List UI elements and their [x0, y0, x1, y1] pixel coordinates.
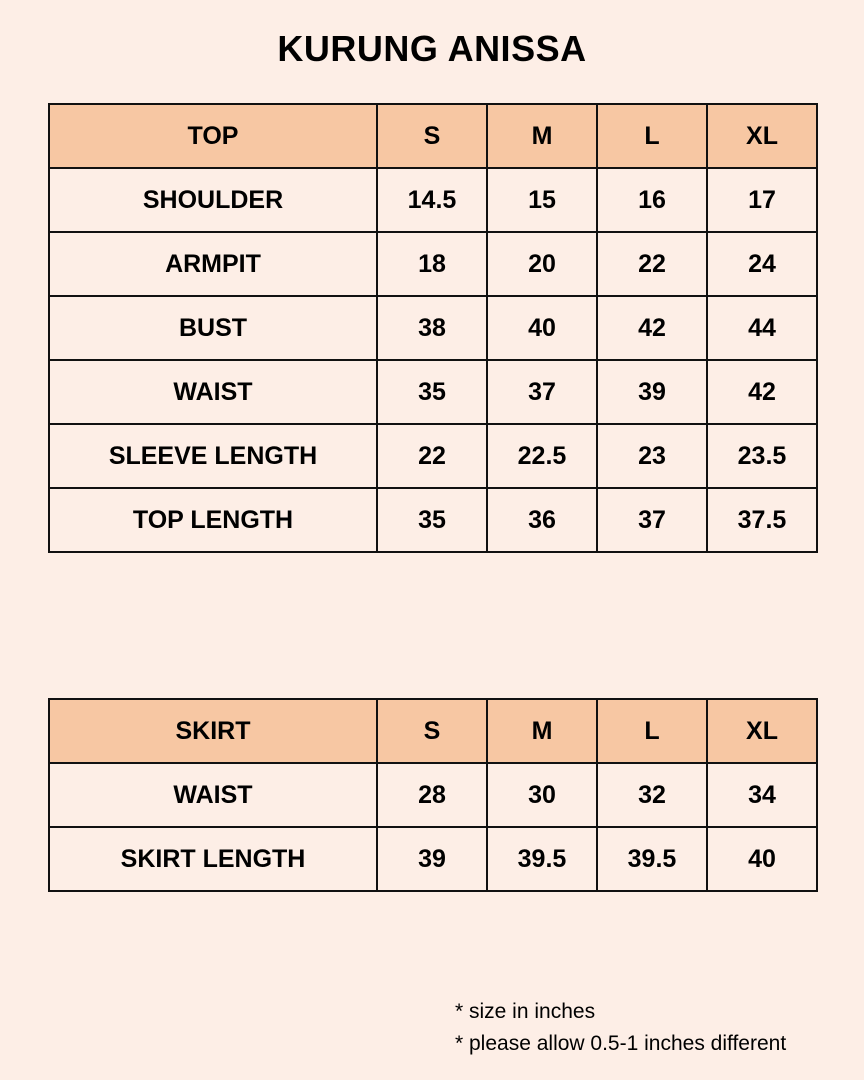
table-row — [49, 232, 817, 296]
cell-value: 37 — [487, 360, 597, 424]
cell-value: 37.5 — [707, 488, 817, 552]
cell-value: 40 — [487, 296, 597, 360]
cell-value: 39 — [377, 827, 487, 891]
cell-value: 39.5 — [597, 827, 707, 891]
cell-value: 22 — [377, 424, 487, 488]
table-row — [49, 827, 817, 891]
cell-value: 20 — [487, 232, 597, 296]
cell-value: 39 — [597, 360, 707, 424]
cell-value: 22.5 — [487, 424, 597, 488]
cell-value: 44 — [707, 296, 817, 360]
table-row — [49, 424, 817, 488]
table-row — [49, 168, 817, 232]
table-row — [49, 296, 817, 360]
column-header-measurement: TOP — [49, 104, 377, 168]
cell-value: 39.5 — [487, 827, 597, 891]
cell-value: 28 — [377, 763, 487, 827]
cell-value: 14.5 — [377, 168, 487, 232]
cell-value: 23 — [597, 424, 707, 488]
column-header-l: L — [597, 699, 707, 763]
row-label: SLEEVE LENGTH — [49, 424, 377, 488]
cell-value: 18 — [377, 232, 487, 296]
note-tolerance: * please allow 0.5-1 inches different — [455, 1032, 787, 1055]
column-header-s: S — [377, 104, 487, 168]
cell-value: 37 — [597, 488, 707, 552]
cell-value: 42 — [597, 296, 707, 360]
table-header-row — [49, 104, 817, 168]
cell-value: 30 — [487, 763, 597, 827]
row-label: WAIST — [49, 763, 377, 827]
table-header-row — [49, 699, 817, 763]
cell-value: 38 — [377, 296, 487, 360]
row-label: SKIRT LENGTH — [49, 827, 377, 891]
cell-value: 42 — [707, 360, 817, 424]
cell-value: 17 — [707, 168, 817, 232]
cell-value: 36 — [487, 488, 597, 552]
note-size-units: * size in inches — [455, 1000, 596, 1023]
cell-value: 22 — [597, 232, 707, 296]
row-label: WAIST — [49, 360, 377, 424]
column-header-xl: XL — [707, 104, 817, 168]
cell-value: 23.5 — [707, 424, 817, 488]
cell-value: 35 — [377, 488, 487, 552]
cell-value: 15 — [487, 168, 597, 232]
column-header-m: M — [487, 104, 597, 168]
row-label: SHOULDER — [49, 168, 377, 232]
row-label: BUST — [49, 296, 377, 360]
row-label: ARMPIT — [49, 232, 377, 296]
column-header-s: S — [377, 699, 487, 763]
table-row — [49, 360, 817, 424]
page-title: KURUNG ANISSA — [277, 28, 587, 69]
cell-value: 35 — [377, 360, 487, 424]
column-header-m: M — [487, 699, 597, 763]
row-label: TOP LENGTH — [49, 488, 377, 552]
size-notes — [455, 996, 786, 1060]
top-size-table — [48, 103, 818, 553]
column-header-measurement: SKIRT — [49, 699, 377, 763]
cell-value: 24 — [707, 232, 817, 296]
cell-value: 32 — [597, 763, 707, 827]
cell-value: 34 — [707, 763, 817, 827]
cell-value: 16 — [597, 168, 707, 232]
column-header-l: L — [597, 104, 707, 168]
cell-value: 40 — [707, 827, 817, 891]
column-header-xl: XL — [707, 699, 817, 763]
table-row — [49, 763, 817, 827]
table-row — [49, 488, 817, 552]
skirt-size-table — [48, 698, 818, 892]
